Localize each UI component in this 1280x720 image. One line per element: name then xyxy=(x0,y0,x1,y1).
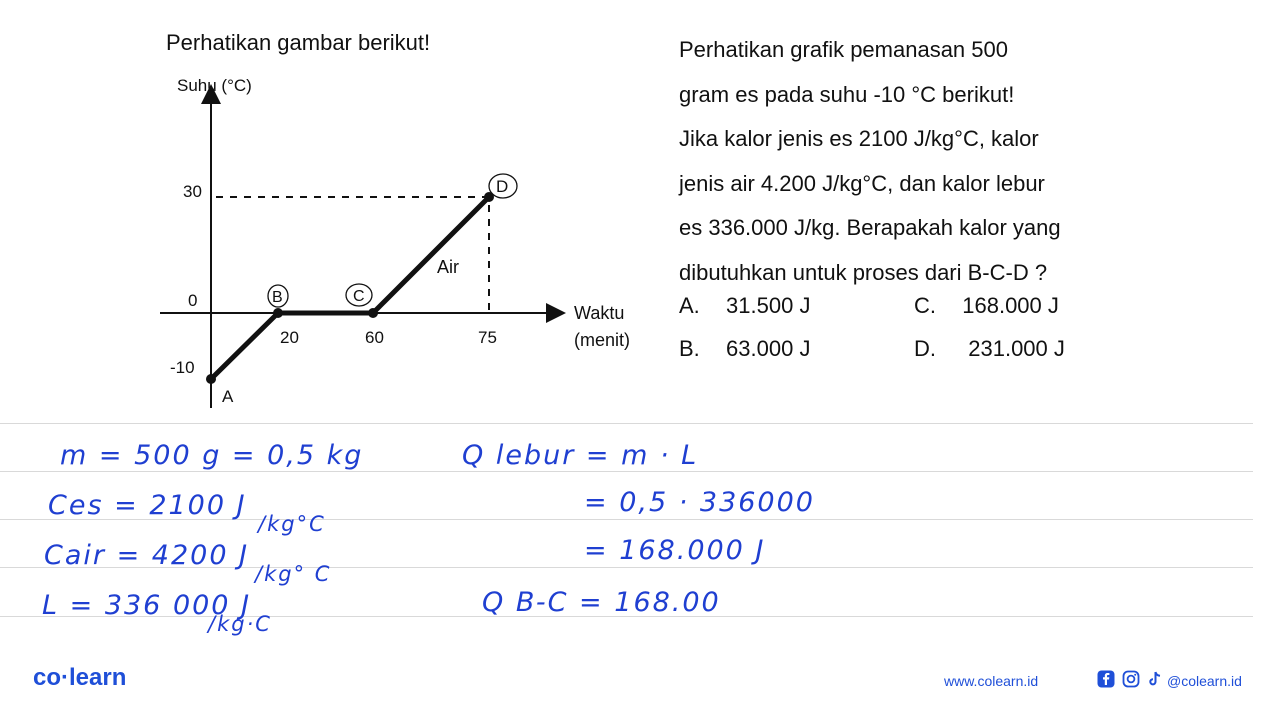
handwriting-step-2: = 168.000 J xyxy=(584,535,766,566)
y-axis-label: Suhu (°C) xyxy=(177,76,252,95)
question-line: Jika kalor jenis es 2100 J/kg°C, kalor xyxy=(679,126,1039,151)
point-label-a: A xyxy=(222,387,234,406)
segment-label-air: Air xyxy=(437,257,459,277)
handwriting-latent-heat: L = 336 000 J xyxy=(42,590,252,621)
logo-text-learn: learn xyxy=(69,664,127,691)
diagram-heading: Perhatikan gambar berikut! xyxy=(166,30,431,55)
question-line: es 336.000 J/kg. Berapakah kalor yang xyxy=(679,215,1061,240)
x-axis-label-waktu: Waktu xyxy=(574,303,625,323)
question-line: gram es pada suhu -10 °C berikut! xyxy=(679,81,1015,107)
handwriting-q-bc: Q B-C = 168.00 xyxy=(482,587,721,618)
logo-text-co: co xyxy=(33,664,62,691)
x-axis-label-menit: (menit) xyxy=(574,330,631,350)
ruled-line xyxy=(0,423,1253,424)
handwriting-mass: m = 500 g = 0,5 kg xyxy=(60,440,364,471)
instagram-icon[interactable] xyxy=(1122,670,1140,688)
heating-curve xyxy=(211,197,489,379)
x-tick-60: 60 xyxy=(365,328,384,347)
option-a xyxy=(679,293,810,319)
x-tick-75: 75 xyxy=(478,328,497,347)
heating-graph xyxy=(150,70,650,415)
option-c-letter: C. xyxy=(914,293,936,318)
handwriting-ces-unit: /kg°C xyxy=(258,512,326,536)
option-d-value: 231.000 J xyxy=(968,336,1065,361)
colearn-logo[interactable] xyxy=(33,664,126,692)
website-link[interactable]: www.colearn.id xyxy=(944,673,1039,689)
handwriting-cair: Cair = 4200 J xyxy=(44,540,250,571)
handwriting-ces: Ces = 2100 J xyxy=(48,490,247,521)
y-tick-30: 30 xyxy=(183,182,202,201)
option-d-letter: D. xyxy=(914,336,936,361)
tiktok-icon[interactable] xyxy=(1146,670,1164,688)
question-text xyxy=(679,28,1119,295)
logo-dot: · xyxy=(61,664,70,691)
option-a-value: 31.500 J xyxy=(726,293,811,318)
option-c-value: 168.000 J xyxy=(962,293,1059,318)
y-tick-neg10: -10 xyxy=(170,358,195,377)
point-label-b: B xyxy=(272,289,283,306)
handwriting-step-1: = 0,5 · 336000 xyxy=(584,487,815,518)
handwriting-latent-unit: /kg·C xyxy=(208,612,272,636)
question-line: dibutuhkan untuk proses dari B-C-D ? xyxy=(679,259,1048,285)
option-a-letter: A. xyxy=(679,293,700,318)
point-label-d: D xyxy=(496,177,509,196)
handwriting-q-lebur: Q lebur = m · L xyxy=(462,440,699,471)
question-line: jenis air 4.200 J/kg°C, dan kalor lebur xyxy=(679,170,1045,196)
option-b-value: 63.000 J xyxy=(726,336,811,361)
x-tick-20: 20 xyxy=(280,328,299,347)
y-tick-0: 0 xyxy=(188,291,198,310)
handwriting-cair-unit: /kg° C xyxy=(255,562,332,586)
social-handle[interactable]: @colearn.id xyxy=(1167,673,1242,689)
point-label-c: C xyxy=(353,288,365,305)
point-a-dot xyxy=(206,374,216,384)
ruled-line xyxy=(0,471,1253,472)
option-d xyxy=(914,336,1065,362)
question-line: Perhatikan grafik pemanasan 500 xyxy=(679,37,1008,62)
point-b-dot xyxy=(273,308,283,318)
point-c-dot xyxy=(368,308,378,318)
facebook-icon[interactable] xyxy=(1097,670,1115,688)
option-c xyxy=(914,293,1059,319)
option-b-letter: B. xyxy=(679,336,700,361)
option-b xyxy=(679,336,810,362)
